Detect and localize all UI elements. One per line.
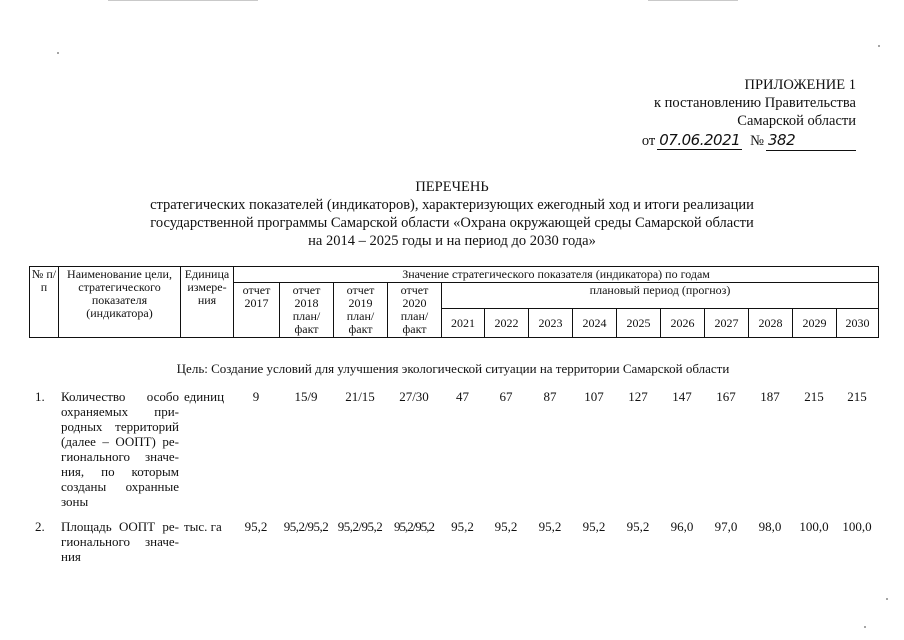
col-header-report-2018: отчет 2018 план/ факт	[280, 283, 334, 338]
row-value: 100,0	[799, 519, 829, 534]
col-header-year: 2029	[793, 309, 837, 338]
row-value: 15/9	[294, 389, 318, 404]
row-value: 215	[804, 389, 824, 404]
col-header-year: 2022	[485, 309, 529, 338]
row-unit: тыс. га	[184, 519, 222, 534]
col-header-year: 2026	[661, 309, 705, 338]
row-number: 2.	[35, 519, 45, 534]
appendix-title: ПРИЛОЖЕНИЕ 1	[744, 77, 856, 93]
number-label: №	[750, 133, 764, 149]
row-value: 147	[672, 389, 692, 404]
row-value: 95,2	[451, 519, 474, 534]
heading-line1: стратегических показателей (индикаторов), характеризующих ежегодный ход и итоги реализации	[150, 197, 754, 213]
heading-line3: на 2014 – 2025 годы и на период до 2030 года»	[308, 233, 596, 249]
row-value: 27/30	[399, 389, 429, 404]
row-value: 95,2/95,2	[283, 519, 329, 534]
heading-line2: государственной программы Самарской области «Охрана окружающей среды Самарской области	[150, 215, 754, 231]
row-value: 98,0	[758, 519, 782, 534]
row-value: 95,2	[626, 519, 650, 534]
table-row	[29, 389, 877, 509]
row-value: 167	[716, 389, 736, 404]
col-header-number: № п/п	[30, 267, 59, 338]
row-value: 97,0	[714, 519, 738, 534]
row-value: 21/15	[345, 389, 375, 404]
scan-speck	[864, 626, 866, 628]
col-header-report-2019: отчет 2019 план/ факт	[334, 283, 388, 338]
row-value: 9	[252, 389, 260, 404]
goal-statement: Цель: Создание условий для улучшения экологической ситуации на территории Самарской области	[176, 361, 730, 376]
row-value: 215	[847, 389, 867, 404]
table-row	[29, 519, 877, 569]
document-heading	[80, 178, 824, 250]
scan-speck	[886, 598, 888, 600]
row-unit: единиц	[184, 389, 225, 404]
number-field	[766, 131, 856, 151]
scan-artifact	[108, 0, 258, 1]
col-header-year: 2023	[529, 309, 573, 338]
col-header-report-2017: отчет 2017	[234, 283, 280, 338]
appendix-line2: Самарской области	[737, 113, 856, 129]
row-value: 127	[628, 389, 648, 404]
row-indicator-name: Количество особо охраняемых при-родных территорий (далее – ООПТ) ре-гионального значе-ния, по которым созданы охранные зоны	[61, 389, 179, 509]
scan-speck	[57, 52, 59, 54]
row-value: 95,2	[538, 519, 562, 534]
signature-row	[596, 131, 856, 151]
indicators-table-header	[29, 266, 879, 338]
appendix-line1: к постановлению Правительства	[654, 95, 856, 111]
col-header-year: 2025	[617, 309, 661, 338]
col-header-report-2020: отчет 2020 план/ факт	[388, 283, 442, 338]
from-label: от	[641, 133, 656, 149]
scan-speck	[878, 45, 880, 47]
handwritten-date: 07.06.2021	[659, 131, 741, 149]
col-header-values: Значение стратегического показателя (индикатора) по годам	[234, 267, 879, 283]
row-value: 95,2	[582, 519, 606, 534]
row-value: 107	[584, 389, 604, 404]
row-value: 95,2	[244, 519, 268, 534]
row-value: 100,0	[842, 519, 872, 534]
appendix-block	[596, 76, 856, 151]
col-header-plan-period: плановый период (прогноз)	[442, 283, 879, 309]
row-value: 87	[543, 389, 557, 404]
heading-title: ПЕРЕЧЕНЬ	[415, 179, 489, 195]
scan-artifact	[648, 0, 738, 1]
col-header-year: 2028	[749, 309, 793, 338]
row-value: 95,2	[494, 519, 518, 534]
row-value: 67	[499, 389, 513, 404]
row-indicator-name: Площадь ООПТ ре-гионального значе-ния	[61, 519, 179, 564]
col-header-year: 2021	[442, 309, 485, 338]
row-value: 96,0	[670, 519, 694, 534]
col-header-year: 2030	[837, 309, 879, 338]
col-header-unit: Единица измере-ния	[181, 267, 234, 338]
handwritten-number: 382	[768, 131, 796, 149]
row-value: 47	[456, 389, 469, 404]
row-value: 95,2/95,2	[393, 519, 435, 534]
col-header-year: 2027	[705, 309, 749, 338]
col-header-name: Наименование цели, стратегического показателя (индикатора)	[59, 267, 181, 338]
row-number: 1.	[35, 389, 45, 404]
row-value: 95,2/95,2	[337, 519, 383, 534]
col-header-year: 2024	[573, 309, 617, 338]
row-value: 187	[760, 389, 780, 404]
